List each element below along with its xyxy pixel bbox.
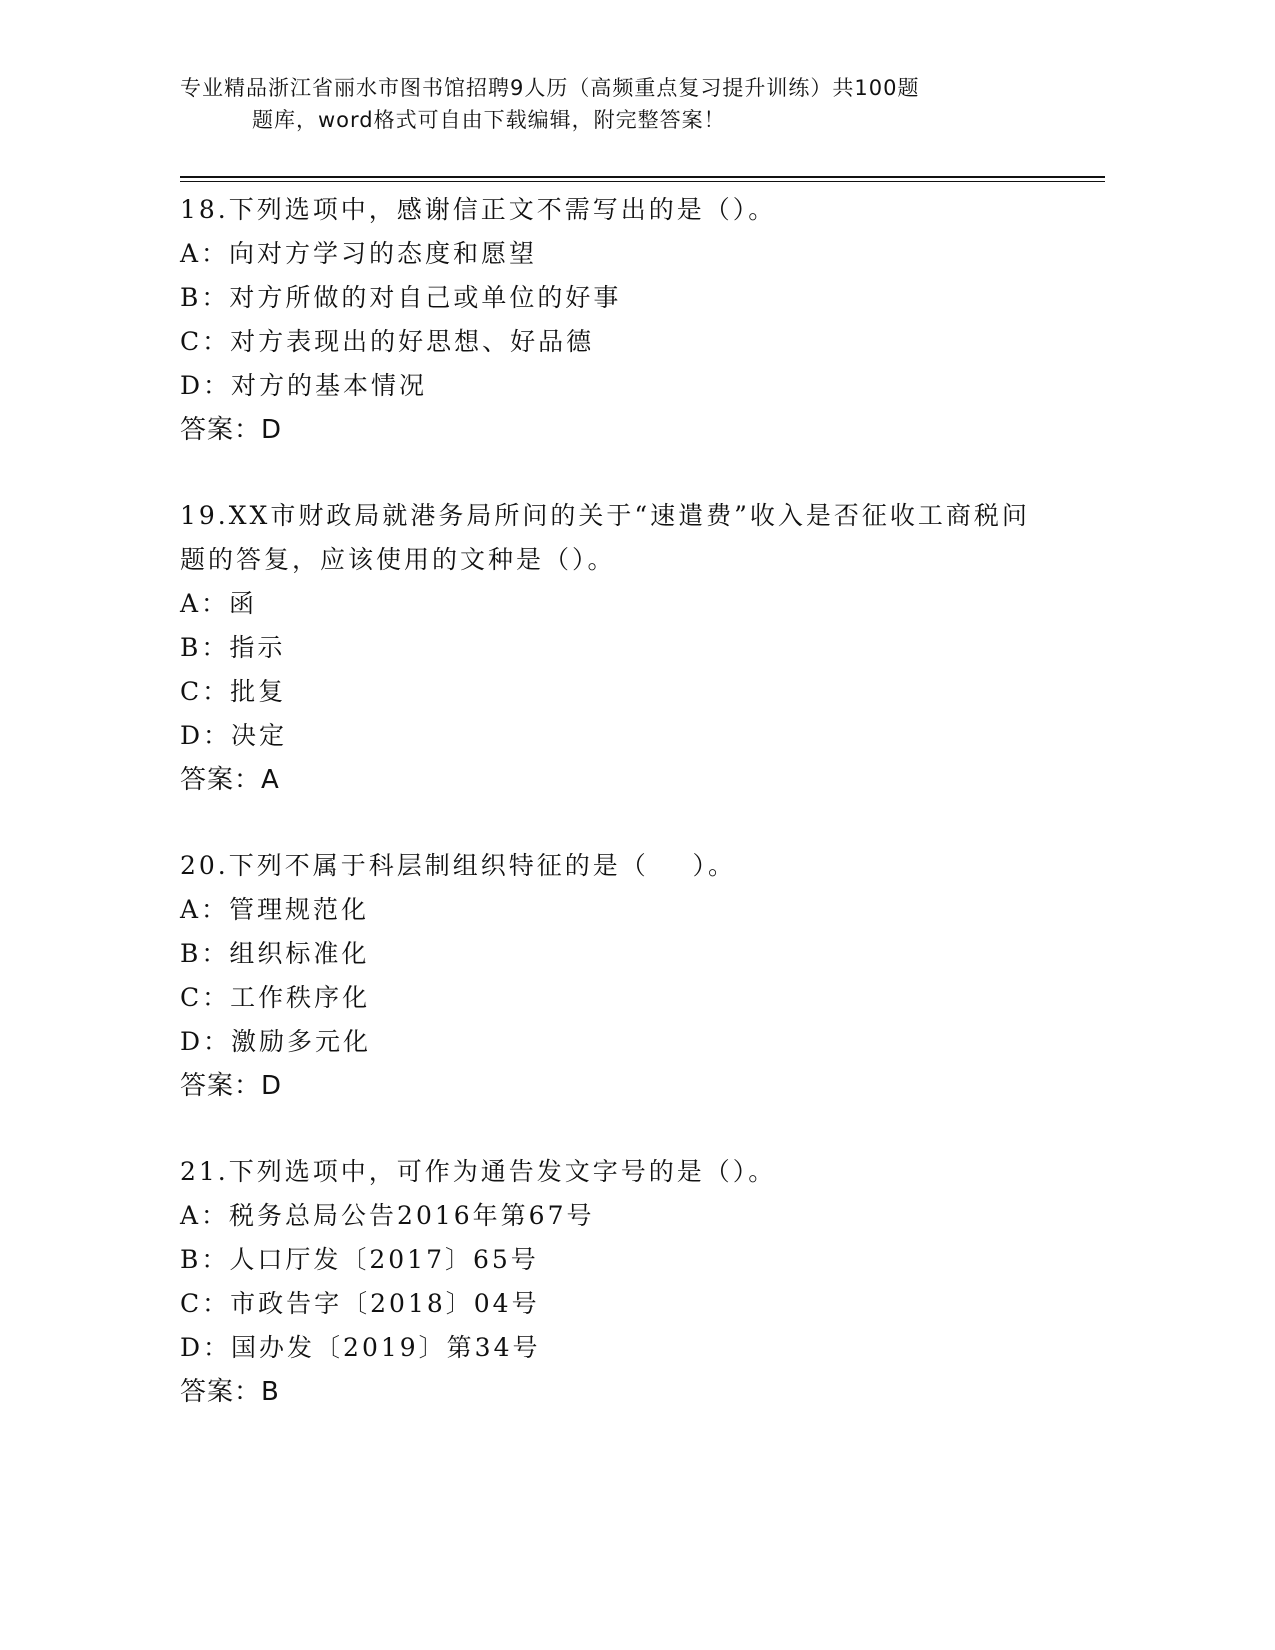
question-21	[180, 1150, 1080, 1414]
question-stem: 20.下列不属于科层制组织特征的是（ ）。	[180, 851, 737, 880]
option-b: B：组织标准化	[180, 939, 370, 968]
document-header	[180, 72, 1020, 136]
question-stem: 21.下列选项中，可作为通告发文字号的是（）。	[180, 1157, 777, 1186]
question-18	[180, 188, 1080, 452]
option-a: A：税务总局公告2016年第67号	[180, 1201, 595, 1230]
option-d: D：国办发〔2019〕第34号	[180, 1333, 541, 1362]
header-divider-thick	[180, 176, 1105, 178]
option-c: C：对方表现出的好思想、好品德	[180, 327, 595, 356]
question-stem-continued: 题的答复，应该使用的文种是（）。	[180, 545, 616, 574]
answer-label: 答案：B	[180, 1377, 280, 1407]
header-title-line-2: 题库，word格式可自由下载编辑，附完整答案！	[252, 108, 726, 132]
header-title-line-1: 专业精品浙江省丽水市图书馆招聘9人历（高频重点复习提升训练）共100题	[180, 76, 920, 100]
option-d: D：决定	[180, 721, 288, 750]
question-list	[180, 188, 1080, 1456]
option-a: A：管理规范化	[180, 895, 370, 924]
question-20	[180, 844, 1080, 1108]
option-c: C：工作秩序化	[180, 983, 371, 1012]
answer-label: 答案：D	[180, 1071, 283, 1101]
answer-label: 答案：D	[180, 415, 283, 445]
question-stem: 18.下列选项中，感谢信正文不需写出的是（）。	[180, 195, 777, 224]
option-c: C：批复	[180, 677, 287, 706]
question-19	[180, 494, 1080, 802]
option-a: A：向对方学习的态度和愿望	[180, 239, 538, 268]
option-b: B：对方所做的对自己或单位的好事	[180, 283, 622, 312]
header-divider-thin	[180, 181, 1105, 182]
option-d: D：对方的基本情况	[180, 371, 428, 400]
option-c: C：市政告字〔2018〕04号	[180, 1289, 540, 1318]
option-a: A：函	[180, 589, 258, 618]
answer-label: 答案：A	[180, 765, 280, 795]
option-b: B：人口厅发〔2017〕65号	[180, 1245, 539, 1274]
question-stem: 19.XX市财政局就港务局所问的关于“速遣费”收入是否征收工商税问	[180, 501, 1030, 530]
option-d: D：激励多元化	[180, 1027, 372, 1056]
option-b: B：指示	[180, 633, 286, 662]
